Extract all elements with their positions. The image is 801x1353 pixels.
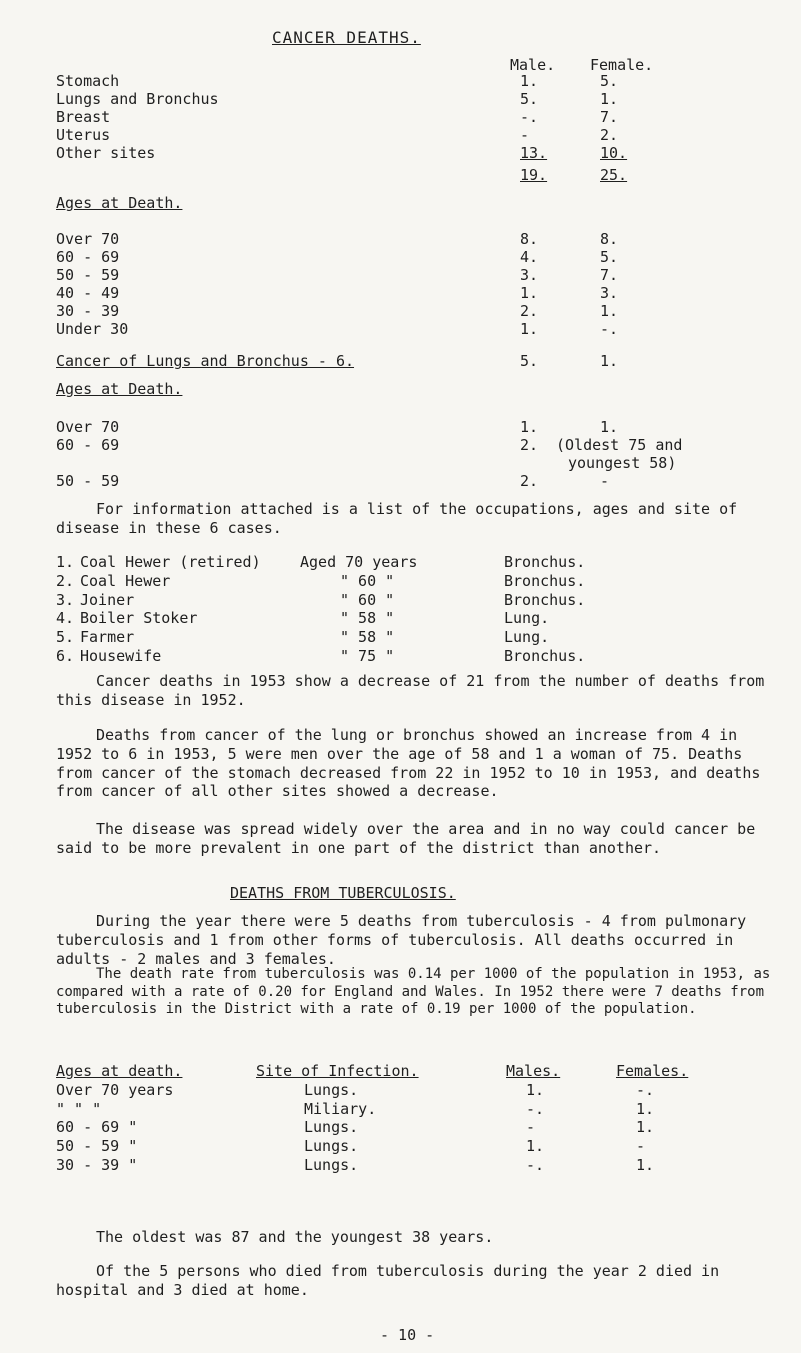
age: " 58 ": [340, 609, 395, 628]
tb-age: 30 - 39 ": [56, 1155, 138, 1174]
occupation: Boiler Stoker: [80, 609, 198, 628]
site-label: Stomach: [56, 72, 120, 90]
page-number: - 10 -: [380, 1326, 435, 1344]
age-label: 30 - 39: [56, 302, 120, 320]
tb-age: Over 70 years: [56, 1080, 174, 1099]
tb-male: -.: [526, 1155, 545, 1174]
occupation: Joiner: [80, 590, 135, 609]
site-male-value: -: [520, 126, 530, 144]
tb-female: -: [636, 1137, 646, 1155]
age-female: 3.: [600, 284, 619, 302]
table-row: [56, 591, 585, 610]
age-female: -.: [600, 320, 619, 338]
site-male-value: 13.: [520, 144, 548, 162]
table-row: [56, 628, 585, 647]
occupation: Coal Hewer: [80, 571, 171, 590]
age-male: 1.: [520, 320, 539, 338]
table-row: [56, 1137, 688, 1156]
tb-site: Lungs.: [304, 1155, 359, 1174]
tb-female: -.: [636, 1080, 655, 1099]
table-row: [56, 1118, 688, 1137]
site-female-value: 1.: [600, 90, 619, 108]
site: Bronchus.: [504, 553, 586, 571]
lung-age-female: 1.: [600, 418, 619, 436]
age-male: 4.: [520, 248, 539, 266]
tb-rate-paragraph: The death rate from tuberculosis was 0.14 per 1000 of the population in 1953, as compared with a rate of 0.20 for England and Wales. In 1952 there were 7 deaths from tuberculosis in the District with a rate of 0.19 per 1000 of the population.: [56, 966, 771, 1017]
table-row: [56, 553, 585, 572]
table-row: [56, 1156, 688, 1175]
spread-paragraph: The disease was spread widely over the area and in no way could cancer be said to be more prevalent in one part of the district than another.: [56, 820, 756, 857]
occupation: Farmer: [80, 628, 135, 646]
table-row: [56, 647, 585, 666]
oldest-note: (Oldest 75 and: [556, 436, 683, 454]
tb-site: Lungs.: [304, 1080, 359, 1099]
male-column-header: Male.: [510, 56, 556, 74]
row-number: 6.: [56, 646, 75, 665]
age-label: 40 - 49: [56, 284, 120, 302]
tb-site: Lungs.: [304, 1118, 359, 1137]
tb-female: 1.: [636, 1099, 655, 1118]
row-number: 5.: [56, 628, 75, 646]
header-males: Males.: [506, 1062, 561, 1080]
lung-age-male: 1.: [520, 418, 539, 436]
age: Aged 70 years: [300, 553, 418, 571]
site: Bronchus.: [504, 590, 586, 609]
site-label: Lungs and Bronchus: [56, 90, 219, 108]
hospital-home-paragraph: Of the 5 persons who died from tuberculosis during the year 2 died in hospital and 3 died at home.: [56, 1262, 720, 1299]
total-female: 25.: [600, 166, 628, 184]
age-label: Under 30: [56, 320, 129, 338]
tb-age: 60 - 69 ": [56, 1118, 138, 1137]
row-number: 2.: [56, 571, 75, 590]
header-females: Females.: [616, 1062, 689, 1080]
age-female: 8.: [600, 230, 619, 248]
row-number: 4.: [56, 609, 75, 628]
site-label: Other sites: [56, 144, 156, 162]
lung-age-male: 2.: [520, 436, 539, 454]
tb-age: 50 - 59 ": [56, 1137, 138, 1155]
tb-site: Miliary.: [304, 1099, 377, 1118]
page-title: CANCER DEATHS.: [272, 28, 421, 47]
age-female: 7.: [600, 266, 619, 284]
lung-cancer-female: 1.: [600, 352, 619, 370]
tb-table: [56, 1062, 688, 1175]
site-male-value: 5.: [520, 90, 539, 108]
table-row: [56, 1081, 688, 1100]
lung-age-label: 50 - 59: [56, 472, 120, 490]
table-row: [56, 609, 585, 628]
tb-female: 1.: [636, 1155, 655, 1174]
lung-age-female: -: [600, 472, 610, 490]
site: Bronchus.: [504, 646, 586, 665]
tb-male: -: [526, 1118, 536, 1137]
lung-cancer-heading: Cancer of Lungs and Bronchus - 6.: [56, 352, 355, 370]
occupation: Housewife: [80, 646, 162, 665]
site-label: Breast: [56, 108, 111, 126]
header-site: Site of Infection.: [256, 1062, 419, 1080]
site-female-value: 7.: [600, 108, 619, 126]
table-row: [56, 572, 585, 591]
lung-ages-heading: Ages at Death.: [56, 380, 183, 398]
tuberculosis-heading: DEATHS FROM TUBERCULOSIS.: [230, 884, 456, 902]
female-column-header: Female.: [590, 56, 654, 74]
tb-male: -.: [526, 1099, 545, 1118]
oldest-youngest-paragraph: The oldest was 87 and the youngest 38 years.: [96, 1228, 494, 1246]
occupation: Coal Hewer (retired): [80, 553, 261, 571]
total-male: 19.: [520, 166, 548, 184]
site-label: Uterus: [56, 126, 111, 144]
site-female-value: 10.: [600, 144, 628, 162]
age-label: Over 70: [56, 230, 120, 248]
tb-male: 1.: [526, 1080, 545, 1099]
site-female-value: 5.: [600, 72, 619, 90]
lung-increase-paragraph: Deaths from cancer of the lung or bronchus showed an increase from 4 in 1952 to 6 in 1953, 5 were men over the age of 58 and 1 a woman of 75. Deaths from cancer of the stomach decreased from 22 in 1952 to 10 in 1953, and deaths from cancer of all other sites showed a decrease.: [56, 726, 761, 801]
age-female: 5.: [600, 248, 619, 266]
age: " 58 ": [340, 628, 395, 646]
age: " 75 ": [340, 646, 395, 665]
age-label: 50 - 59: [56, 266, 120, 284]
lung-age-label: 60 - 69: [56, 436, 120, 454]
tb-female: 1.: [636, 1118, 655, 1137]
site: Lung.: [504, 609, 550, 628]
row-number: 1.: [56, 553, 75, 571]
site: Lung.: [504, 628, 550, 646]
age-male: 8.: [520, 230, 539, 248]
site-male-value: -.: [520, 108, 539, 126]
ages-at-death-heading: Ages at Death.: [56, 194, 183, 212]
tb-age: " " ": [56, 1099, 102, 1118]
header-ages: Ages at death.: [56, 1062, 183, 1080]
tb-deaths-paragraph: During the year there were 5 deaths from tuberculosis - 4 from pulmonary tuberculosis and 1 from other forms of tuberculosis. All deaths occurred in adults - 2 males and 3 females.: [56, 912, 747, 968]
lung-cancer-male: 5.: [520, 352, 539, 370]
age: " 60 ": [340, 590, 395, 609]
youngest-note: youngest 58): [568, 454, 677, 472]
age-male: 1.: [520, 284, 539, 302]
row-number: 3.: [56, 590, 75, 609]
site: Bronchus.: [504, 571, 586, 590]
age-female: 1.: [600, 302, 619, 320]
occupations-intro: For information attached is a list of the occupations, ages and site of disease in these 6 cases.: [56, 500, 738, 537]
occupations-table: [56, 553, 585, 666]
age-label: 60 - 69: [56, 248, 120, 266]
table-header-row: [56, 1062, 688, 1081]
table-row: [56, 1100, 688, 1119]
site-male-value: 1.: [520, 72, 539, 90]
site-female-value: 2.: [600, 126, 619, 144]
lung-age-label: Over 70: [56, 418, 120, 436]
cancer-decrease-paragraph: Cancer deaths in 1953 show a decrease of 21 from the number of deaths from this disease in 1952.: [56, 672, 765, 709]
age: " 60 ": [340, 571, 395, 590]
lung-age-male: 2.: [520, 472, 539, 490]
tb-site: Lungs.: [304, 1137, 359, 1155]
age-male: 2.: [520, 302, 539, 320]
tb-male: 1.: [526, 1137, 545, 1155]
age-male: 3.: [520, 266, 539, 284]
